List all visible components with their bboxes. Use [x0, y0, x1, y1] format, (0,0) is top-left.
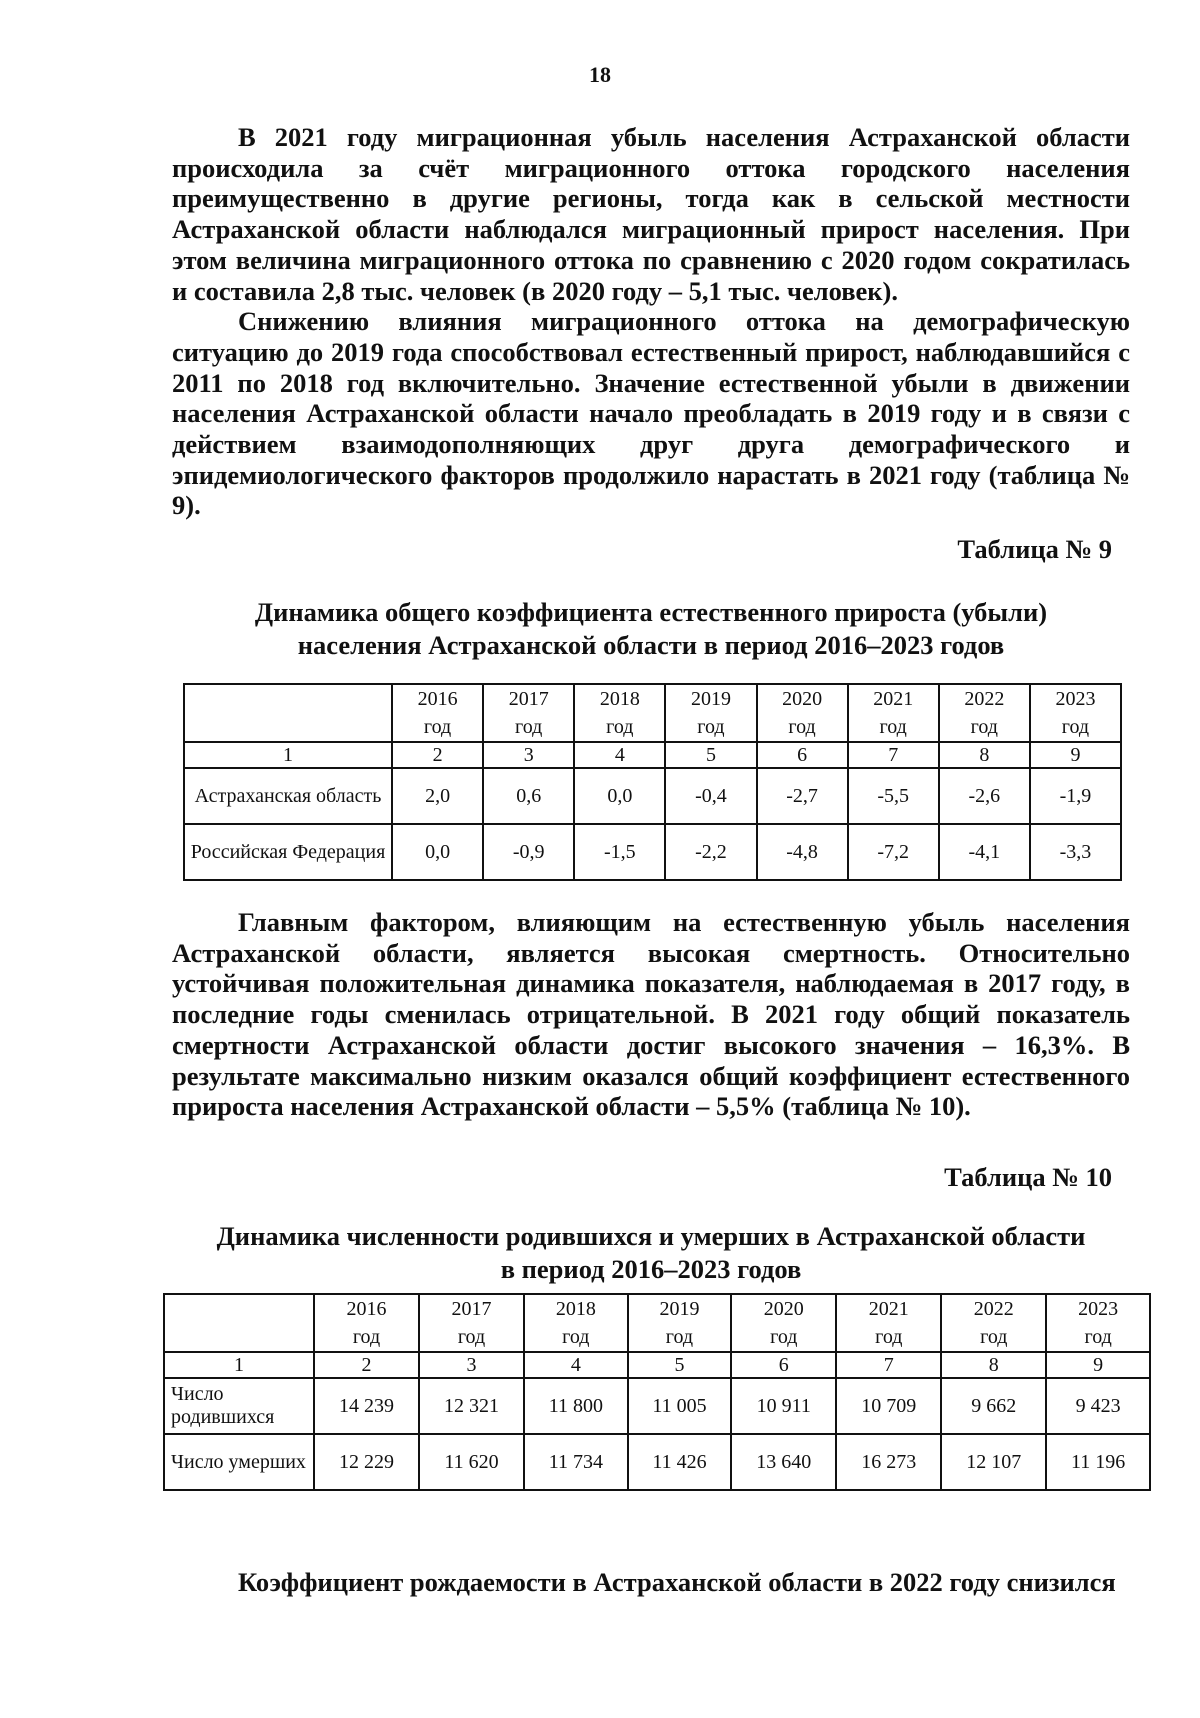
table-cell: 12 321: [419, 1378, 524, 1434]
table-cell: -7,2: [848, 824, 939, 880]
table-cell: 11 005: [628, 1378, 732, 1434]
table-10-year-cell: 2020 год: [731, 1294, 836, 1352]
table-9-column-number: 1: [184, 742, 392, 768]
table-9-column-number: 6: [757, 742, 848, 768]
table-9-column-number: 2: [392, 742, 483, 768]
table-cell: -3,3: [1030, 824, 1121, 880]
table-cell: -0,9: [483, 824, 574, 880]
text-section-mortality: [172, 907, 1130, 1122]
table-10-title-line-2: в период 2016–2023 годов: [500, 1254, 802, 1284]
table-9-column-number: 4: [574, 742, 665, 768]
table-9-column-number: 3: [483, 742, 574, 768]
table-9-row-label: Российская Федерация: [184, 824, 392, 880]
table-cell: 12 229: [314, 1434, 419, 1490]
table-9-column-number: 7: [848, 742, 939, 768]
table-row: [184, 768, 1121, 824]
table-10-header-row: [164, 1294, 1150, 1352]
table-cell: 9 662: [941, 1378, 1046, 1434]
table-10-column-number: 5: [628, 1352, 732, 1378]
table-9-title: [172, 596, 1130, 662]
table-cell: 0,0: [574, 768, 665, 824]
table-9-year-cell: 2019 год: [665, 684, 756, 742]
table-9-year-cell: 2021 год: [848, 684, 939, 742]
table-10-year-cell: 2022 год: [941, 1294, 1046, 1352]
table-9-year-cell: 2022 год: [939, 684, 1030, 742]
table-cell: -4,1: [939, 824, 1030, 880]
table-10-column-number: 6: [731, 1352, 836, 1378]
table-cell: -1,5: [574, 824, 665, 880]
table-10: [163, 1293, 1151, 1491]
table-cell: -2,7: [757, 768, 848, 824]
table-cell: -4,8: [757, 824, 848, 880]
table-9: [183, 683, 1122, 881]
table-cell: 14 239: [314, 1378, 419, 1434]
table-10-title: [172, 1220, 1130, 1286]
table-9-year-cell: 2016 год: [392, 684, 483, 742]
table-10-year-cell: 2023 год: [1046, 1294, 1150, 1352]
table-cell: -5,5: [848, 768, 939, 824]
table-10-row-label: Число родившихся: [164, 1378, 314, 1434]
table-cell: 13 640: [731, 1434, 836, 1490]
page-number: 18: [589, 62, 611, 87]
paragraph-migration: В 2021 году миграционная убыль населения Астраханской области происходила за счёт миграционного оттока городского населения преимущественно в другие регионы, тогда как в сельской местности Астраханской области наблюдался миграционный прирост населения. При этом величина миграционного оттока по сравнению с 2020 годом сократилась и составила 2,8 тыс. человек (в 2020 году – 5,1 тыс. человек).: [172, 122, 1130, 306]
table-row: [164, 1434, 1150, 1490]
table-10-column-number: 8: [941, 1352, 1046, 1378]
table-10-year-cell: 2018 год: [524, 1294, 628, 1352]
table-9-year-cell: 2017 год: [483, 684, 574, 742]
table-9-column-number: 9: [1030, 742, 1121, 768]
table-10-column-number: 4: [524, 1352, 628, 1378]
table-cell: 16 273: [836, 1434, 941, 1490]
paragraph-birth-rate: Коэффициент рождаемости в Астраханской области в 2022 году снизился: [238, 1567, 1116, 1597]
table-cell: -2,6: [939, 768, 1030, 824]
table-10-year-cell: 2016 год: [314, 1294, 419, 1352]
table-9-corner-cell: [184, 684, 392, 742]
table-cell: -2,2: [665, 824, 756, 880]
table-row: [184, 824, 1121, 880]
table-cell: 11 196: [1046, 1434, 1150, 1490]
table-10-column-number-row: [164, 1352, 1150, 1378]
table-cell: 0,6: [483, 768, 574, 824]
table-10-column-number: 7: [836, 1352, 941, 1378]
table-10-corner-cell: [164, 1294, 314, 1352]
table-cell: 10 911: [731, 1378, 836, 1434]
table-row: [164, 1378, 1150, 1434]
paragraph-mortality: Главным фактором, влияющим на естественную убыль населения Астраханской области, является высокая смертность. Относительно устойчивая положительная динамика показателя, наблюдаемая в 2017 году, в последние годы сменилась отрицательной. В 2021 году общий показатель смертности Астраханской области достиг высокого значения – 16,3%. В результате максимально низким оказался общий коэффициент естественного прироста населения Астраханской области – 5,5% (таблица № 10).: [172, 907, 1130, 1122]
table-10-year-cell: 2017 год: [419, 1294, 524, 1352]
table-10-label: Таблица № 10: [944, 1162, 1112, 1192]
table-cell: 11 426: [628, 1434, 732, 1490]
table-cell: 10 709: [836, 1378, 941, 1434]
table-10-year-cell: 2021 год: [836, 1294, 941, 1352]
table-cell: 11 734: [524, 1434, 628, 1490]
table-10-title-line-1: Динамика численности родившихся и умерших в Астраханской области: [216, 1221, 1086, 1251]
table-10-column-number: 1: [164, 1352, 314, 1378]
table-9-row-label: Астраханская область: [184, 768, 392, 824]
table-cell: -1,9: [1030, 768, 1121, 824]
table-9-header-row: [184, 684, 1121, 742]
text-section-migration: [172, 122, 1130, 521]
table-9-title-line-2: населения Астраханской области в период 2016–2023 годов: [297, 630, 1005, 660]
table-9-year-cell: 2023 год: [1030, 684, 1121, 742]
text-section-birth-rate: [172, 1567, 1130, 1598]
table-cell: 11 620: [419, 1434, 524, 1490]
table-10-column-number: 3: [419, 1352, 524, 1378]
table-9-column-number: 8: [939, 742, 1030, 768]
table-cell: 12 107: [941, 1434, 1046, 1490]
paragraph-natural-growth: Снижению влияния миграционного оттока на демографическую ситуацию до 2019 года способствовал естественный прирост, наблюдавшийся с 2011 по 2018 год включительно. Значение естественной убыли в движении населения Астраханской области начало преобладать в 2019 году и в связи с действием взаимодополняющих друг друга демографического и эпидемиологического факторов продолжило нарастать в 2021 году (таблица № 9).: [172, 306, 1130, 521]
table-cell: 0,0: [392, 824, 483, 880]
table-10-column-number: 2: [314, 1352, 419, 1378]
table-9-year-cell: 2018 год: [574, 684, 665, 742]
table-cell: 9 423: [1046, 1378, 1150, 1434]
table-cell: 11 800: [524, 1378, 628, 1434]
table-9-column-number-row: [184, 742, 1121, 768]
table-cell: -0,4: [665, 768, 756, 824]
table-10-column-number: 9: [1046, 1352, 1150, 1378]
table-10-row-label: Число умерших: [164, 1434, 314, 1490]
table-9-column-number: 5: [665, 742, 756, 768]
table-9-label: Таблица № 9: [957, 534, 1112, 564]
table-10-year-cell: 2019 год: [628, 1294, 732, 1352]
table-9-year-cell: 2020 год: [757, 684, 848, 742]
table-cell: 2,0: [392, 768, 483, 824]
table-9-title-line-1: Динамика общего коэффициента естественного прироста (убыли): [254, 597, 1048, 627]
